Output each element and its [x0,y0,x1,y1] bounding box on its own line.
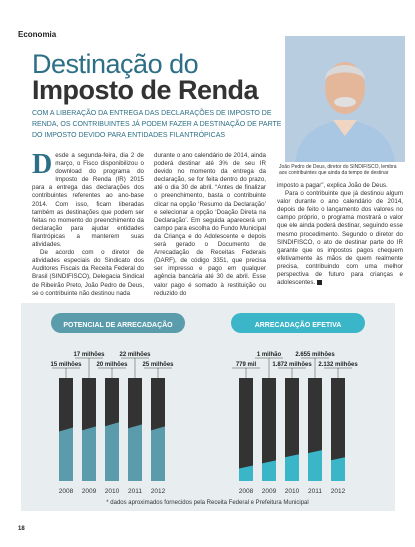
chart-1-bar-fill-2011 [128,424,142,481]
chart-2-data-label-2011: 2.655 milhões [295,352,335,358]
chart-2-data-label-2008: 779 mil [235,362,257,368]
column1-paragraph-1: esde a segunda-feira, dia 2 de março, o Fisco disponibilizou o download do programa do Imposto de Renda (IR) 2015 para a entrega das declarações dos contribuintes referentes ao ano-base 2014. Com isso, ficam liberadas também as destinações que podem ser feitas no momento do preenchimento da declaração para ajudar entidades filantrópicas a manterem suas atividades. [32,152,144,249]
chart-2-data-label-2012: 2.132 milhões [318,362,358,368]
chart-1-tick-2011: 2011 [128,488,142,495]
drop-cap: D [32,149,53,180]
chart-2-title: ARRECADAÇÃO EFETIVA [254,322,342,329]
column1-paragraph-2: De acordo com o diretor de atividades especiais do Sindicato dos Auditores Fiscais da Receita Federal do Brasil (SINDIFISCO), Delegacia Sindical de Ribeirão Preto, João Pedro de Deus, se o contribuinte não destinou nada [32,249,144,297]
column3-paragraph-1: imposto a pagar”, explica João de Deus. [277,182,388,189]
column2-paragraph: durante o ano calendário de 2014, ainda poderá destinar até 3% de seu IR devido no momento da entrega da declaração, se for feita dentro do prazo, até o dia 30 de abril. “Antes de finalizar o preenchimento, basta o contribuinte clicar na opção ‘Resumo da Declaração’ e selecionar a opção ‘Doação Direta na Declaração’. Em seguida aparecerá um campo para escolha do Fundo Municipal da Criança e do Adolescente e depois será gerado o Documento de Arrecadação de Receitas Federais (DARF), de código 3351, que precisa ser impresso e pago em qualquer agência bancária até 30 de abril. Esse valor pago é somado à restituição ou reduzido do [154,152,266,297]
article-column-2 [154,152,266,298]
chart-1-data-label-2010: 20 milhões [96,362,128,368]
chart-1-data-label-2012: 25 milhões [142,362,174,368]
end-mark-icon [317,280,322,285]
chart-2-bar-2008 [239,378,253,481]
column3-paragraph-2 [277,190,403,287]
footnote: * dados aproximados fornecidos pela Receita Federal e Prefeitura Municipal [106,500,309,506]
subtitle: COM A LIBERAÇÃO DA ENTREGA DAS DECLARAÇÕES DE IMPOSTO DE RENDA, OS CONTRIBUINTES JÁ PODEM FAZER A DESTINAÇÃO DE PARTE DO IMPOSTO DEVIDO PARA ENTIDADES FILANTRÓPICAS [32,110,282,139]
portrait-illustration [285,36,405,162]
infographic-box [21,303,395,511]
chart-1-bar-fill-2009 [82,426,96,481]
chart-1-bar-fill-2008 [59,427,73,481]
chart-2-bar-fill-2010 [285,454,299,481]
chart-1-title: POTENCIAL DE ARRECADAÇÃO [63,322,173,329]
chart-2-tick-2009: 2009 [261,488,277,495]
article-column-3 [277,182,403,287]
column3-paragraph-2-text: Para o contribuinte que já destinou algum valor durante o ano calendário de 2014, depois de feito o lançamento dos valores no campo próprio, o programa mostrará o valor que ele ainda poderá destinar, seguindo esse mesmo procedimento. Segundo o diretor do SINDIFISCO, o ato de destinar parte do IR garante que os impostos pagos chequem efetivamente às mãos de quem realmente precisa, contribuindo com uma melhor perspectiva de futuro para crianças e adolescentes. [277,190,403,287]
chart-1-data-label-2008: 15 milhões [50,362,82,368]
chart-2-tick-2008: 2008 [238,488,254,495]
chart-1-tick-2009: 2009 [81,488,97,495]
charts-svg [21,303,395,511]
chart-1-bar-fill-2010 [105,422,119,481]
portrait-photo [285,36,405,162]
chart-2-tick-2012: 2012 [330,488,346,495]
chart-2-data-label-2009: 1 milhão [256,352,282,358]
chart-1-data-label-2011: 22 milhões [119,352,151,358]
section-label: Economia [18,30,57,39]
chart-2-tick-2010: 2010 [284,488,300,495]
chart-1-tick-2012: 2012 [150,488,166,495]
title-line-2: Imposto de Renda [32,75,259,105]
page-number: 18 [18,526,25,532]
chart-1-tick-2008: 2008 [58,488,74,495]
chart-2-bar-fill-2009 [262,460,276,481]
article-column-1 [32,149,144,298]
chart-2-bar-fill-2012 [331,457,345,481]
chart-1-tick-2010: 2010 [104,488,120,495]
chart-1-bar-fill-2012 [151,426,165,481]
chart-2-tick-2011: 2011 [308,488,322,495]
title-line-1: Destinação do [32,49,199,79]
chart-2-data-label-2010: 1.872 milhões [272,362,312,368]
photo-caption: João Pedro de Deus, diretor do SINDIFISCO, lembra aos contribuintes que ainda da tempo de destinar [279,164,397,176]
chart-1-data-label-2009: 17 milhões [73,352,105,358]
chart-2-bar-fill-2011 [308,450,322,481]
